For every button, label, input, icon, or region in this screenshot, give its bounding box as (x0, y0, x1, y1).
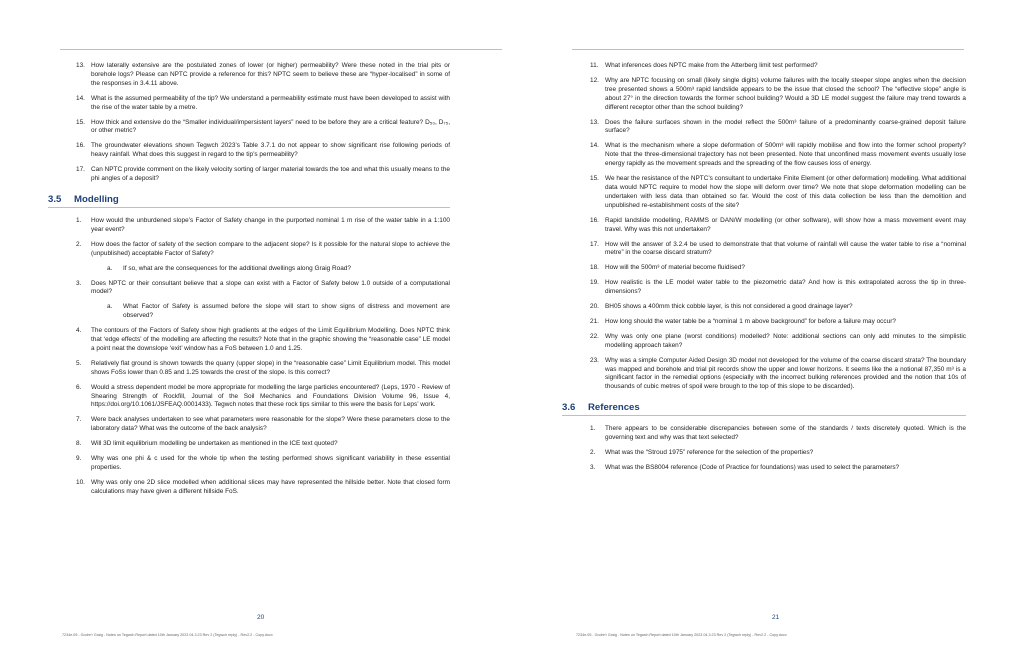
question-item (576, 333, 966, 351)
question-item (576, 464, 966, 473)
question-text: Will 3D limit equilibrium modelling be undertaken as mentioned in the ICE text quoted? (91, 440, 338, 448)
right-page (512, 0, 1024, 660)
question-item (576, 318, 966, 327)
question-text: Why was one phi & c used for the whole tip when the testing performed shows significant variability in these essential properties. (91, 455, 450, 471)
question-item (62, 280, 450, 298)
question-text: There appears to be considerable discrepancies between some of the standards / texts discretely quoted. Which is the governing text and why was that text selected? (605, 425, 966, 442)
question-number: 11. (590, 62, 599, 69)
question-number: 9. (76, 455, 82, 463)
question-number: 8. (76, 440, 82, 448)
question-number: 13. (76, 62, 85, 69)
question-item (62, 142, 450, 160)
question-text: What is the mechanism where a slope deformation of 500m³ will rapidly mobilise and flow into the former school property? Note that the three-dimensional trajectory has not been presented. Note that unconfined mass movement events usually lose energy rapidly as the movement spreads and the spreading of the flow causes loss of energy. (605, 142, 966, 168)
question-text: What Factor of Safety is assumed before the slope will start to show signs of distress and movement are observed? (123, 303, 450, 320)
page-top-rule (60, 49, 502, 50)
question-item (62, 62, 450, 89)
question-number: 22. (590, 332, 599, 340)
question-number: 17. (590, 240, 599, 248)
question-list (576, 62, 966, 392)
question-number: 4. (76, 327, 82, 335)
section-heading (562, 402, 966, 416)
question-number: 14. (590, 142, 599, 150)
question-item (576, 77, 966, 113)
question-text: We hear the resistance of the NPTC’s consultant to undertake Finite Element (or other deformation) modelling. What additional data would NPTC require to model how the slope will deform over time? We note that slope deformation modelling can be undertaken with less data than obtained so far. Would the cost of this data collection be less than the demolition and unpublished re-establishment costs of the site? (605, 175, 966, 209)
question-item (576, 303, 966, 312)
question-text: How will the 500m³ of material become fluidised? (605, 264, 745, 272)
question-text: Why are NPTC focusing on small (likely single digits) volume failures with the locally steeper slope angles when the decision tree presented shows a 500m³ rapid landslide appears to be the issue that closed the school? The “effective slope” angle is about 27° in the direction towards the former school building? Would a 3D LE model suggest the failure may trend towards a different receptor other than the school building? (605, 76, 966, 111)
question-text: How thick and extensive do the “Smaller individual/impersistent layers” need to be before they are a critical feature? D₅₀, D₇₅, or other metric? (91, 118, 450, 135)
question-text: BH05 shows a 400mm thick cobble layer, is this not considered a good drainage layer? (605, 303, 853, 311)
question-number: 2. (590, 449, 596, 457)
question-item (62, 455, 450, 473)
question-number: 15. (76, 118, 85, 126)
question-text: What was the “Stroud 1975” reference for the selection of the properties? (605, 449, 814, 457)
question-item (62, 360, 450, 378)
question-text: What was the BS8004 reference (Code of Practice for foundations) was used to select the parameters? (605, 464, 900, 471)
question-text: How laterally extensive are the postulated zones of lower (or higher) permeability? Were these noted in the trial pits or borehole logs? Please can NPTC provide a reference for this? NPTC seem to believe these are “hyper-localised” in some of the responses in 3.4.11 above. (91, 62, 450, 87)
question-list (62, 62, 450, 184)
question-number: 1. (76, 216, 82, 224)
question-text: Why was only one plane (worst conditions) modelled? Note: additional sections can only add minutes to the simplistic modelling approach taken? (605, 332, 966, 349)
question-text: The contours of the Factors of Safety show high gradients at the edges of the Limit Equilibrium Modelling. Does NPTC think that ‘edge effects’ of the modelling are affecting the results? Note that in the graphic showing the “reasonable case” LE model a point neat the downslope ‘exit’ window has a FoS between 1.0 and 1.25. (91, 327, 450, 352)
section-question-list (62, 217, 450, 497)
section-number: 3.5 (48, 194, 62, 206)
page-number: 20 (257, 614, 265, 621)
question-text: If so, what are the consequences for the additional dwellings along Graig Road? (123, 264, 351, 272)
section-title: References (588, 402, 640, 414)
page-top-rule (572, 49, 964, 50)
question-number: 3. (590, 464, 596, 471)
question-text: Does NPTC or their consultant believe that a slope can exist with a Factor of Safety below 1.0 outside of a computational model? (91, 279, 450, 296)
question-number: 15. (590, 175, 599, 183)
question-number: 16. (76, 142, 85, 150)
question-item (62, 416, 450, 434)
question-text: How will the answer of 3.2.4 be used to demonstrate that that volume of rainfall will cause the water table to rise a “nominal metre” in the coarse discard stratum? (605, 240, 966, 257)
question-text: What is the assumed permeability of the tip? We understand a permeability estimate must have been developed to assist with the rise of the water table by a metre. (91, 94, 450, 111)
question-item (576, 62, 966, 71)
question-item (62, 119, 450, 137)
question-item (576, 357, 966, 393)
question-number: 20. (590, 303, 599, 311)
question-number: a. (107, 264, 113, 272)
right-page-content (562, 62, 966, 479)
question-item (576, 175, 966, 211)
question-text: What inferences does NPTC make from the Atterberg limit test performed? (605, 62, 818, 69)
question-item (576, 279, 966, 297)
question-number: 10. (76, 478, 85, 486)
question-text: Why was a simple Computer Aided Design 3D model not developed for the volume of the coarse discard strata? The boundary was mapped and borehole and trial pit records show the upper and lower horizons. It seems like the a notional 87,350 m³ is a significant factor in the remedial options (especially with the incorrect bulking references provided and the notion that 10s of thousands of cubic metres of spoil were brough to the top of this slope to be discarded). (605, 356, 966, 391)
question-number: 16. (590, 216, 599, 224)
question-item (576, 241, 966, 259)
question-number: 12. (590, 76, 599, 84)
question-item (62, 479, 450, 497)
question-text: The groundwater elevations shown Tegwch 2023’s Table 3.7.1 do not appear to show significant rise following periods of heavy rainfall. What does this suggest in regard to the tip’s permeability? (91, 142, 450, 159)
question-item (62, 384, 450, 411)
question-number: 7. (76, 416, 82, 424)
question-item (576, 425, 966, 443)
question-text: How does the factor of safety of the section compare to the adjacent slope? Is it possible for the natural slope to achieve the (unpublished) acceptable Factor of Safety? (91, 240, 450, 257)
question-text: Were back analyses undertaken to see what parameters were reasonable for the slope? Were these parameters close to the laboratory data? What was the outcome of the back analysis? (91, 416, 450, 433)
question-item (62, 95, 450, 113)
question-number: 14. (76, 94, 85, 102)
question-number: 21. (590, 317, 599, 325)
question-text: Why was only one 2D slice modelled when additional slices may have represented the hillside better. Note that closed form calculations may have given a different hillside FoS. (91, 478, 450, 495)
question-number: 3. (76, 279, 82, 287)
section-question-list (576, 425, 966, 473)
question-number: 2. (76, 240, 82, 248)
question-text: Would a stress dependent model be more appropriate for modelling the large particles encountered? (Leps, 1970 - Review of Shearing Strength of Rockfill, Journal of the Soil Mechanics and Foundations Division Volume 96, Issue 4, https://doi.org/10.1061/JSFEAQ.0001433). Tegwch notes that these rock tips similar to this were the basis for Leps’ work. (91, 383, 450, 409)
question-number: 17. (76, 166, 85, 174)
section-heading (48, 194, 450, 208)
question-item (576, 119, 966, 137)
question-item (62, 217, 450, 235)
question-item (576, 449, 966, 458)
question-item (576, 217, 966, 235)
question-number: 13. (590, 118, 599, 126)
question-number: 1. (590, 425, 596, 433)
sub-question-item (62, 265, 450, 274)
question-item (62, 327, 450, 354)
question-number: 18. (590, 264, 599, 272)
footer-filename: 7234e.05 - Godre'r Graig - Notes on Tegwch Report dated 10th January 2023 04.3.23 Rev 2 (Tegwch reply) - Rev2.2 - Copy.docx (62, 633, 273, 637)
question-number: 6. (76, 383, 82, 391)
question-item (62, 166, 450, 184)
section-number: 3.6 (562, 402, 576, 414)
question-text: How realistic is the LE model water table to the piezometric data? And how is this extrapolated across the tip in three-dimensions? (605, 279, 966, 296)
question-text: Does the failure surfaces shown in the model reflect the 500m³ failure of a predominantly coarse-grained deposit failure surface? (605, 118, 966, 135)
question-text: How would the unburdened slope’s Factor of Safety change in the purported nominal 1 m rise of the water table in a 1:100 year event? (91, 216, 450, 233)
question-text: How long should the water table be a “nominal 1 m above background” for before a failure may occur? (605, 317, 896, 325)
page-number: 21 (772, 614, 780, 621)
question-text: Relatively flat ground is shown towards the quarry (upper slope) in the “reasonable case” Limit Equilibrium model. This model shows FoSs lower than 0.85 and 1.25 towards the crest of the slope. Is this correct? (91, 359, 450, 376)
question-item (62, 440, 450, 449)
footer-filename: 7234e.05 - Godre'r Graig - Notes on Tegwch Report dated 10th January 2023 04.3.23 Rev 2 (Tegwch reply) - Rev2.2 - Copy.docx (576, 633, 787, 637)
question-item (576, 142, 966, 169)
section-title: Modelling (74, 194, 119, 206)
question-item (576, 264, 966, 273)
sub-question-item (62, 303, 450, 321)
question-number: 23. (590, 356, 599, 364)
question-number: 19. (590, 279, 599, 287)
question-item (62, 241, 450, 259)
question-number: a. (107, 303, 113, 311)
question-text: Rapid landslide modelling, RAMMS or DAN/W modelling (or other software), will show how a mass movement event may travel. Why was this not undertaken? (605, 216, 966, 233)
left-page-content (48, 62, 450, 503)
question-number: 5. (76, 359, 82, 367)
question-text: Can NPTC provide comment on the likely velocity sorting of larger material towards the toe and what this usually means to the phi angles of a deposit? (91, 166, 450, 183)
